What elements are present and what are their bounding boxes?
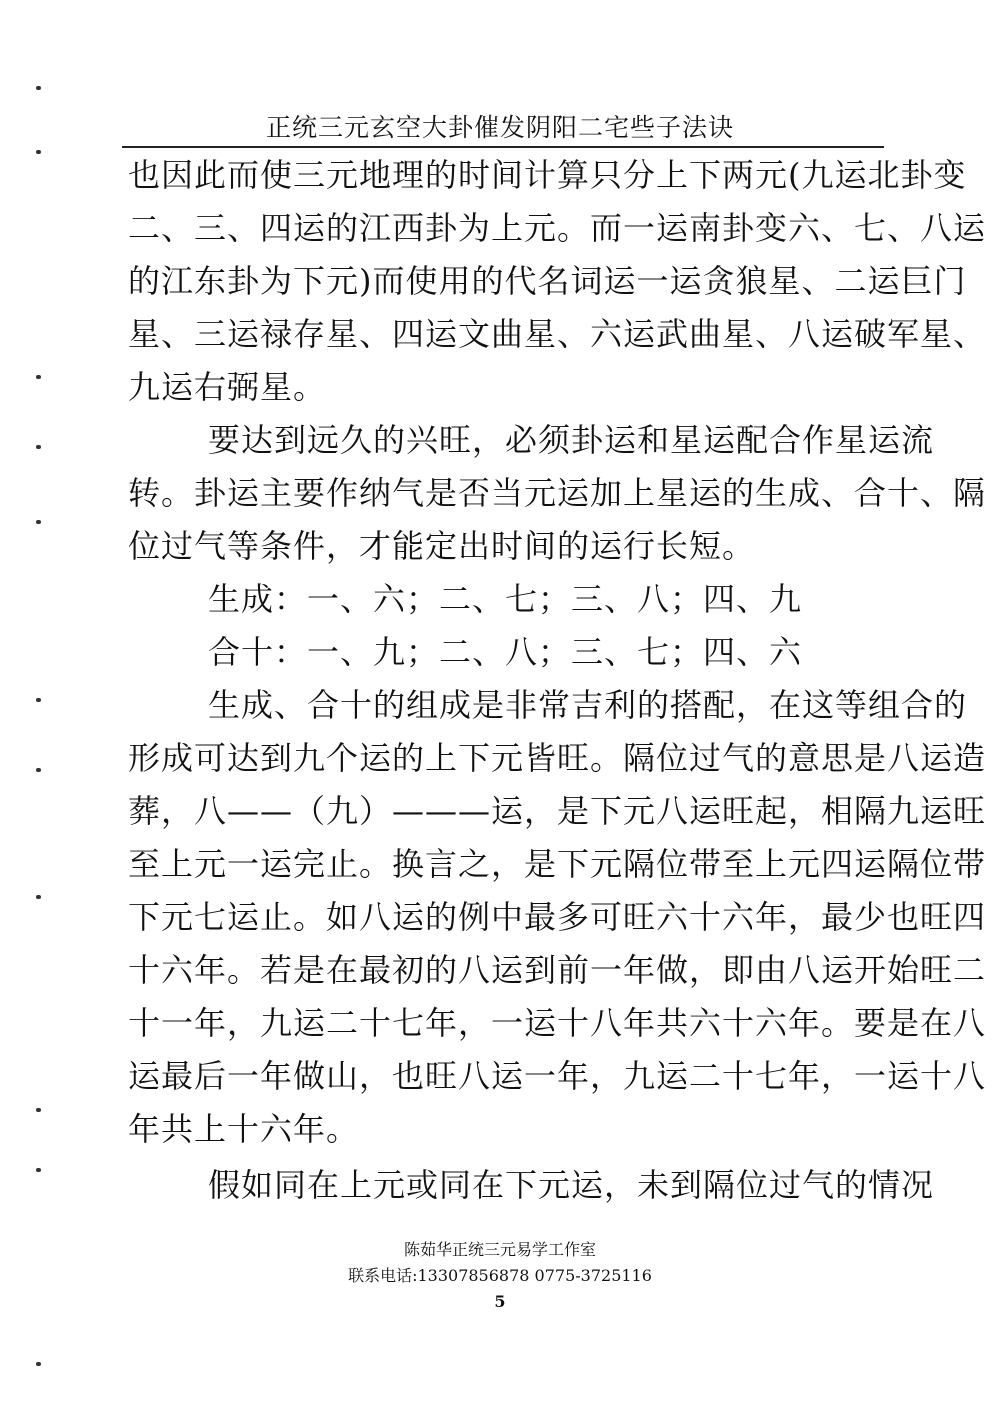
scan-speck — [36, 1362, 41, 1366]
scan-speck — [36, 895, 41, 899]
paragraph-first-line: 假如同在上元或同在下元运，未到隔位过气的情况 — [208, 1166, 935, 1204]
text-line: 至上元一运完止。换言之，是下元隔位带至上元四运隔位带 — [128, 845, 987, 883]
running-header: 正统三元玄空大卦催发阴阳二宅些子法诀 — [265, 113, 734, 142]
paragraph-first-line: 生成、合十的组成是非常吉利的搭配，在这等组合的 — [208, 686, 968, 724]
scan-speck — [36, 375, 41, 379]
scan-speck — [36, 445, 41, 449]
page-number: 5 — [494, 1292, 506, 1311]
text-line: 年共上十六年。 — [128, 1110, 360, 1148]
text-line: 下元七运止。如八运的例中最多可旺六十六年，最少也旺四 — [128, 898, 987, 936]
text-line: 二、三、四运的江西卦为上元。而一运南卦变六、七、八运 — [128, 209, 987, 247]
text-line: 十六年。若是在最初的八运到前一年做，即由八运开始旺二 — [128, 951, 987, 989]
footer-studio: 陈茹华正统三元易学工作室 — [403, 1240, 596, 1259]
scan-speck — [36, 1108, 41, 1112]
text-line: 十一年，九运二十七年，一运十八年共六十六年。要是在八 — [128, 1004, 987, 1042]
text-line: 也因此而使三元地理的时间计算只分上下两元(九运北卦变 — [128, 156, 967, 194]
text-line: 的江东卦为下元)而使用的代名词运一运贪狼星、二运巨门 — [128, 262, 967, 300]
text-line: 运最后一年做山，也旺八运一年，九运二十七年，一运十八 — [128, 1057, 987, 1095]
header-divider — [122, 146, 884, 148]
text-line: 形成可达到九个运的上下元皆旺。隔位过气的意思是八运造 — [128, 739, 987, 777]
footer-contact: 联系电话:13307856878 0775-3725116 — [348, 1266, 652, 1285]
heshi-line: 合十：一、九；二、八；三、七；四、六 — [208, 633, 803, 671]
text-line: 位过气等条件，才能定出时间的运行长短。 — [128, 527, 756, 565]
scan-speck — [36, 1168, 41, 1172]
shengcheng-line: 生成：一、六；二、七；三、八；四、九 — [208, 580, 803, 618]
scan-speck — [36, 698, 41, 702]
text-line: 转。卦运主要作纳气是否当元运加上星运的生成、合十、隔 — [128, 474, 987, 512]
text-line: 葬，八——（九）———运，是下元八运旺起，相隔九运旺 — [128, 792, 987, 830]
text-line: 星、三运禄存星、四运文曲星、六运武曲星、八运破军星、 — [128, 315, 987, 353]
paragraph-first-line: 要达到远久的兴旺，必须卦运和星运配合作星运流 — [208, 421, 935, 459]
scan-speck — [36, 86, 41, 90]
scan-speck — [36, 150, 41, 154]
scan-speck — [36, 520, 41, 524]
scan-speck — [36, 768, 41, 772]
text-line: 九运右弼星。 — [128, 368, 327, 406]
